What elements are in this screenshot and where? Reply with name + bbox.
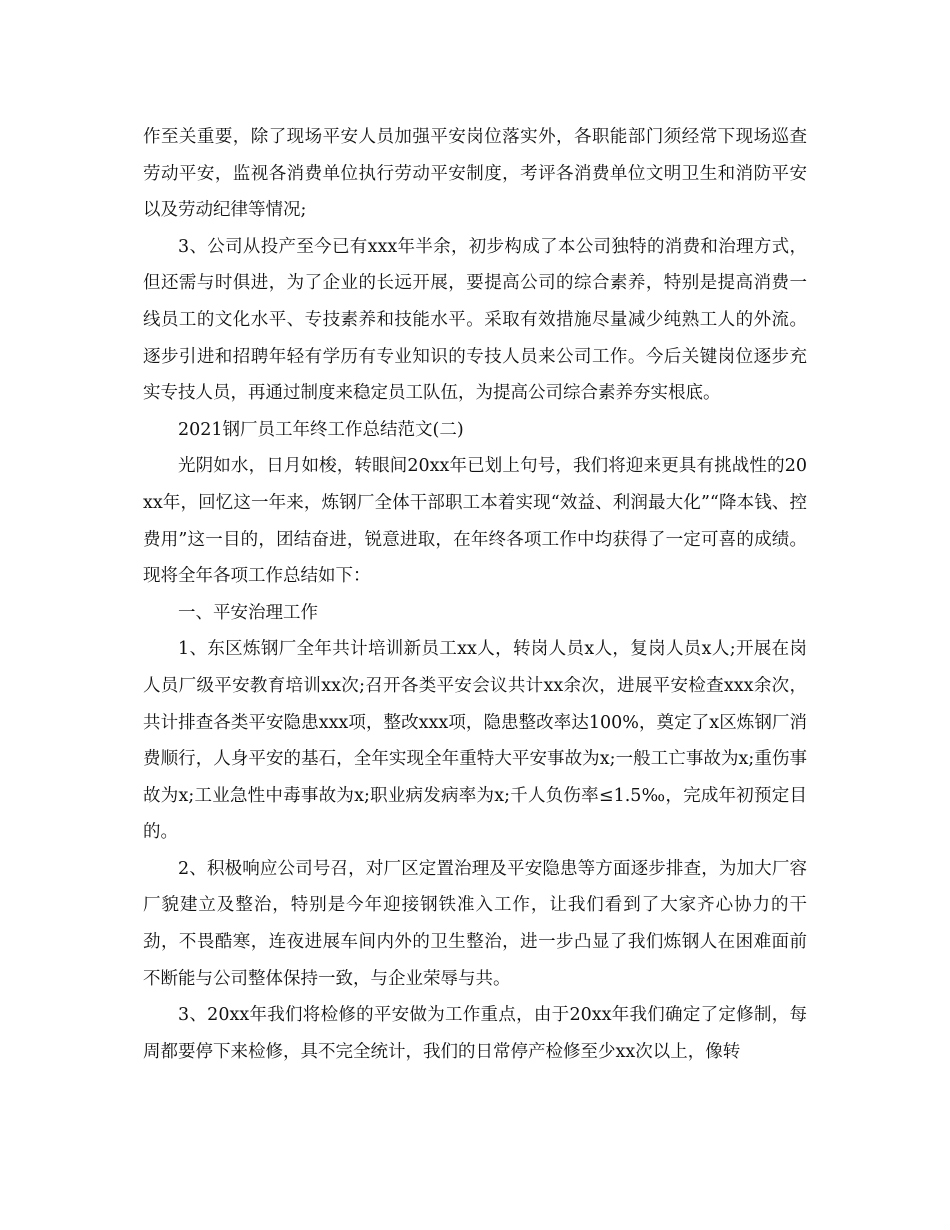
section-heading-safety: 一、平安治理工作	[178, 602, 318, 623]
document-body	[143, 119, 807, 1070]
paragraph-continued: 作至关重要，除了现场平安人员加强平安岗位落实外，各职能部门须经常下现场巡查劳动平安，监视各消费单位执行劳动平安制度，考评各消费单位文明卫生和消防平安以及劳动纪律等情况;	[143, 127, 807, 221]
section-title: 2021钢厂员工年终工作总结范文(二)	[178, 419, 464, 440]
paragraph-safety-item-3: 3、20xx年我们将检修的平安做为工作重点，由于20xx年我们确定了定修制，每周都要停下来检修，具不完全统计，我们的日常停产检修至少xx次以上，像转	[143, 1005, 807, 1062]
paragraph-safety-item-1: 1、东区炼钢厂全年共计培训新员工xx人，转岗人员x人，复岗人员x人;开展在岗人员厂级平安教育培训xx次;召开各类平安会议共计xx余次，进展平安检查xxx余次，共计排查各类平安隐患xxx项，整改xxx项，隐患整改率达100%，奠定了x区炼钢厂消费顺行，人身平安的基石，全年实现全年重特大平安事故为x;一般工亡事故为x;重伤事故为x;工业急性中毒事故为x;职业病发病率为x;千人负伤率≤1.5‰，完成年初预定目的。	[143, 639, 807, 843]
paragraph-item-3: 3、公司从投产至今已有xxx年半余，初步构成了本公司独特的消费和治理方式，但还需与时俱进，为了企业的长远开展，要提高公司的综合素养，特别是提高消费一线员工的文化水平、专技素养和技能水平。采取有效措施尽量减少纯熟工人的外流。逐步引进和招聘年轻有学历有专业知识的专技人员来公司工作。今后关键岗位逐步充实专技人员，再通过制度来稳定员工队伍，为提高公司综合素养夯实根底。	[143, 236, 807, 404]
paragraph-intro: 光阴如水，日月如梭，转眼间20xx年已划上句号，我们将迎来更具有挑战性的20xx年，回忆这一年来，炼钢厂全体干部职工本着实现“效益、利润最大化”“降本钱、控费用”这一目的，团结奋进，锐意进取，在年终各项工作中均获得了一定可喜的成绩。现将全年各项工作总结如下：	[143, 456, 807, 587]
paragraph-safety-item-2: 2、积极响应公司号召，对厂区定置治理及平安隐患等方面逐步排查，为加大厂容厂貌建立及整治，特别是今年迎接钢铁准入工作，让我们看到了大家齐心协力的干劲，不畏酷寒，连夜进展车间内外的卫生整治，进一步凸显了我们炼钢人在困难面前不断能与公司整体保持一致，与企业荣辱与共。	[143, 858, 807, 989]
